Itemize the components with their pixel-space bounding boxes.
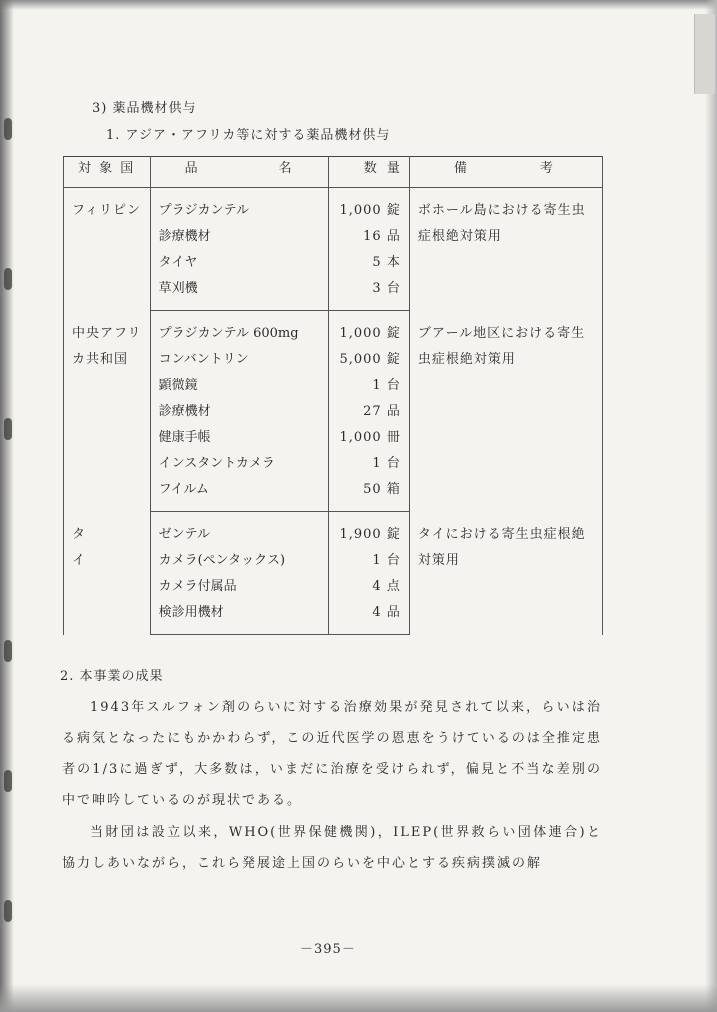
country-name-part: タ [72,526,86,542]
header-qty: 数 量 [328,157,409,188]
item-qty: 5 本 [328,250,409,276]
scan-shadow-right [705,0,717,1012]
country-cell [64,311,151,512]
body-paragraph: 1943年スルフォン剤のらいに対する治療効果が発見されて以来，らいは治る病気となったにもかかわらず，この近代医学の恩恵をうけているのは全推定患者の1/3に過ぎず，大多数は，いまだに治療を受けられず，偏見と不当な差別の中で呻吟しているのが現状である。 [62,700,602,808]
header-name [150,157,328,188]
note-text: ブアール地区における寄生虫症根絶対策用 [417,325,586,367]
item-name: インスタントカメラ [150,451,328,477]
binding-hole [4,418,12,440]
item-qty: 1,000 冊 [328,425,409,451]
item-name: プラジカンテル 600mg [150,311,328,348]
scan-shadow-top [0,0,717,10]
item-name: 健康手帳 [150,425,328,451]
header-note [409,157,602,188]
item-name: プラジカンテル [150,188,328,225]
item-qty: 4 点 [328,574,409,600]
page-edge-tab [694,14,715,94]
supply-table [63,156,603,635]
binding-hole [4,770,12,792]
header-country: 対 象 国 [64,157,151,188]
header-name-part: 名 [278,161,295,176]
country-name-line: 中央アフリ [72,325,142,341]
country-name-line: カ共和国 [72,351,129,367]
binding-hole [4,118,12,140]
item-name: カメラ(ペンタックス) [150,548,328,574]
item-qty: 1,000 錠 [328,311,409,348]
item-name: ゼンテル [150,512,328,549]
note-cell [409,188,602,311]
table-row [64,188,603,225]
table-header-row [64,157,603,188]
body-paragraph: 当財団は設立以来，WHO(世界保健機関)，ILEP(世界救らい団体連合)と協力しあいながら，これら発展途上国のらいを中心とする疾病撲滅の解 [62,825,602,871]
header-note-part: 備 [453,161,470,176]
item-qty: 5,000 錠 [328,347,409,373]
item-name: コンバントリン [150,347,328,373]
item-qty: 1,000 錠 [328,188,409,225]
note-text: タイにおける寄生虫症根絶対策用 [417,526,586,568]
scan-shadow-left [0,0,14,1012]
item-qty: 16 品 [328,224,409,250]
header-name-part: 品 [184,161,201,176]
binding-hole [4,640,12,662]
country-name-part: イ [72,552,86,568]
subsection-heading: 1. アジア・アフリカ等に対する薬品機材供与 [106,128,391,143]
item-qty: 50 箱 [328,477,409,512]
item-name: タイヤ [150,250,328,276]
item-qty: 4 品 [328,600,409,635]
item-qty: 1 台 [328,451,409,477]
note-text: ボホール島における寄生虫症根絶対策用 [417,203,586,244]
country-name: フィリピン [72,203,141,218]
item-name: 診療機材 [150,399,328,425]
item-qty: 1 台 [328,548,409,574]
binding-hole [4,900,12,922]
item-name: 顕微鏡 [150,373,328,399]
item-qty: 27 品 [328,399,409,425]
note-cell [409,512,602,635]
section-heading: 3) 薬品機材供与 [92,101,197,116]
note-cell [409,311,602,512]
header-note-part: 考 [539,161,556,176]
item-qty: 1 台 [328,373,409,399]
country-cell [64,512,151,635]
section-heading-2: 2. 本事業の成果 [60,669,164,684]
country-cell [64,188,151,311]
page-number: －395－ [300,942,356,957]
item-name: フイルム [150,477,328,512]
item-name: 診療機材 [150,224,328,250]
binding-hole [4,268,12,290]
item-qty: 3 台 [328,276,409,311]
item-name: カメラ付属品 [150,574,328,600]
item-qty: 1,900 錠 [328,512,409,549]
table-row [64,311,603,348]
table-row [64,512,603,549]
item-name: 草刈機 [150,276,328,311]
scan-shadow-bottom [0,984,717,1012]
item-name: 検診用機材 [150,600,328,635]
